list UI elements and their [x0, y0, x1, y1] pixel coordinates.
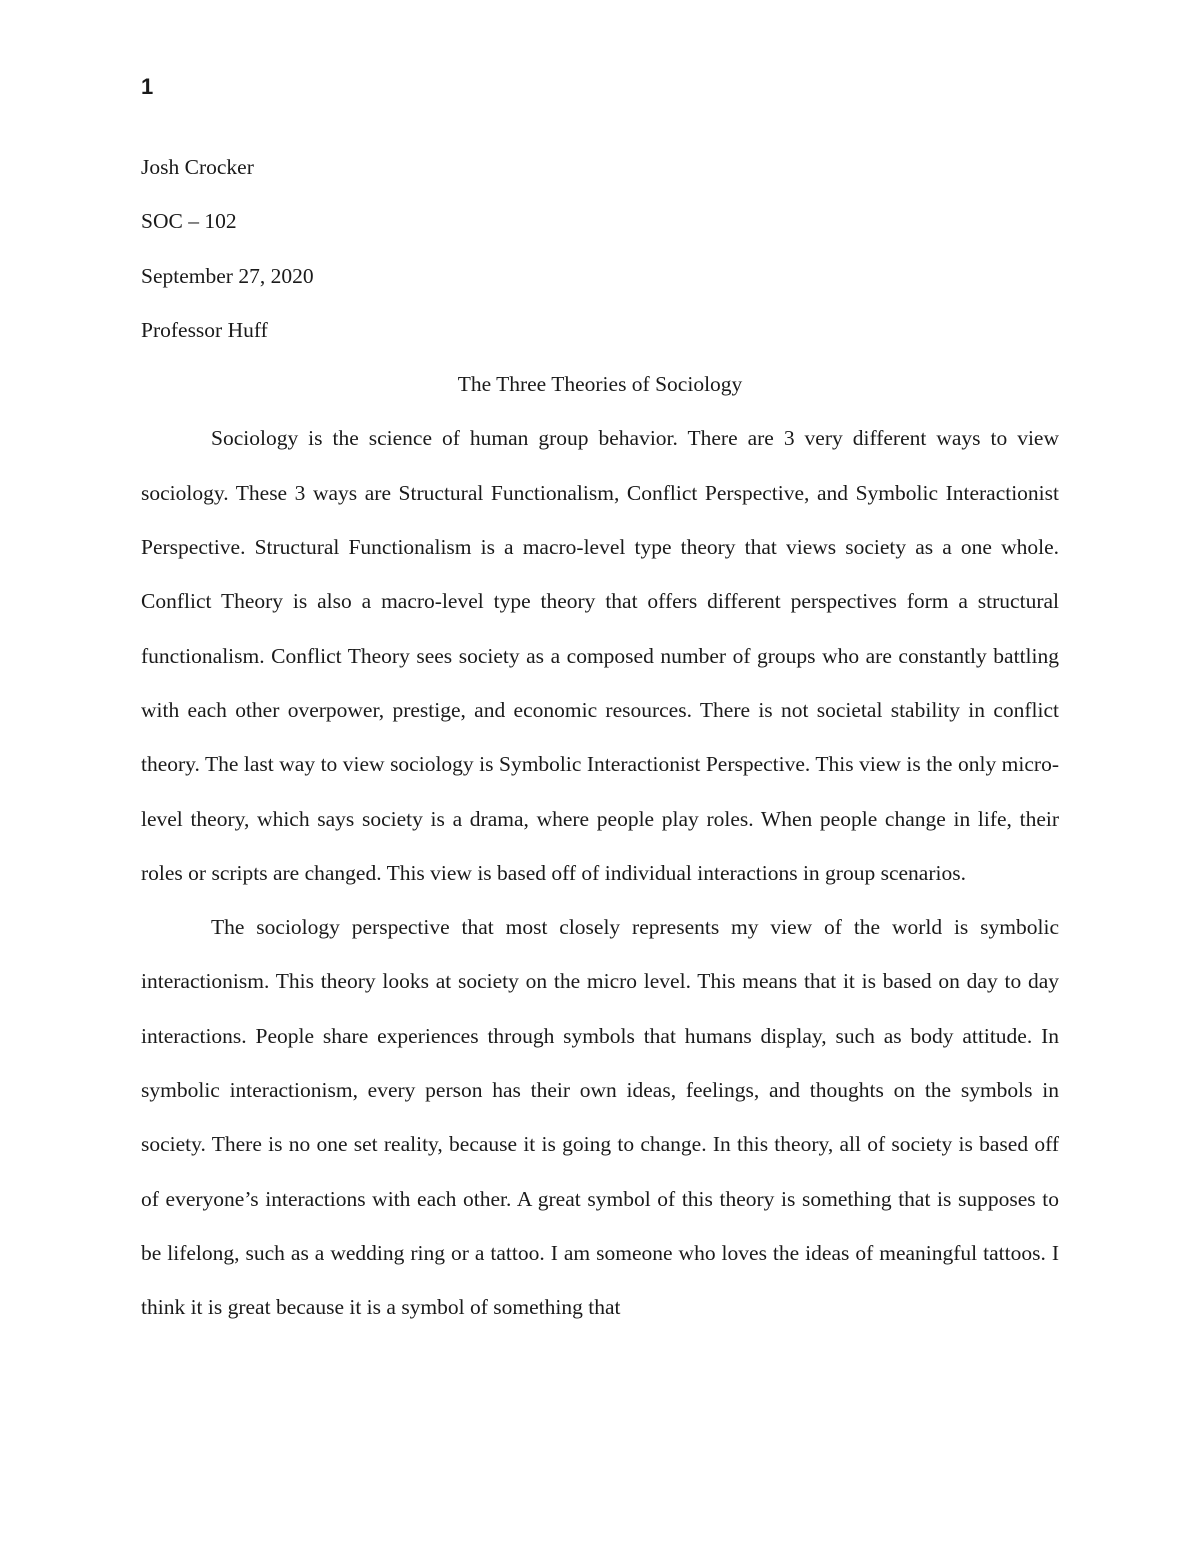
- paragraph-2: The sociology perspective that most closely represents my view of the world is symbolic interactionism. This theory looks at society on the micro level. This means that it is based on day to day interactions. People share experiences through symbols that humans display, such as body attitude. In symbolic interactionism, every person has their own ideas, feelings, and thoughts on the symbols in society. There is no one set reality, because it is going to change. In this theory, all of society is based off of everyone’s interactions with each other. A great symbol of this theory is something that is supposes to be lifelong, such as a wedding ring or a tattoo. I am someone who loves the ideas of meaningful tattoos. I think it is great because it is a symbol of something that: [141, 915, 1059, 1320]
- page-number: 1: [141, 74, 154, 99]
- instructor-name: Professor Huff: [141, 317, 268, 342]
- document-title: The Three Theories of Sociology: [457, 372, 743, 397]
- document-body: [141, 140, 1059, 1335]
- paragraph-1: Sociology is the science of human group behavior. There are 3 very different ways to view sociology. These 3 ways are Structural Functionalism, Conflict Perspective, and Symbolic Interactionist Perspective. Structural Functionalism is a macro-level type theory that views society as a one whole. Conflict Theory is also a macro-level type theory that offers different perspectives form a structural functionalism. Conflict Theory sees society as a composed number of groups who are constantly battling with each other overpower, prestige, and economic resources. There is not societal stability in conflict theory. The last way to view sociology is Symbolic Interactionist Perspective. This view is the only micro-level theory, which says society is a drama, where people play roles. When people change in life, their roles or scripts are changed. This view is based off of individual interactions in group scenarios.: [141, 426, 1059, 885]
- author-name: Josh Crocker: [141, 155, 254, 179]
- course-code: SOC – 102: [141, 209, 237, 234]
- document-date: September 27, 2020: [141, 263, 314, 288]
